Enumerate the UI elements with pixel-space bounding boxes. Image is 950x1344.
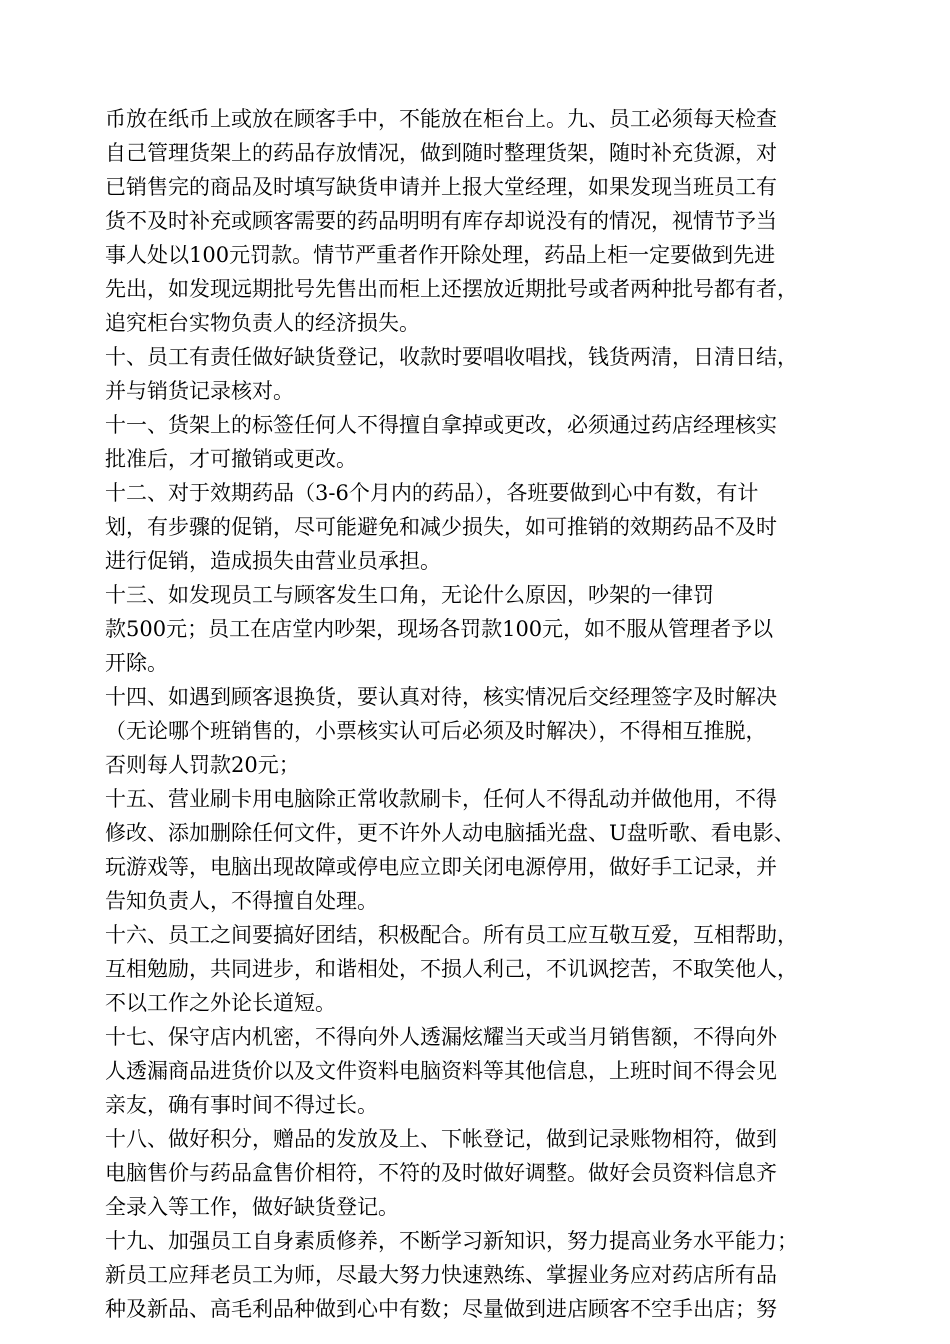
text-line: 电脑售价与药品盒售价相符，不符的及时做好调整。做好会员资料信息齐 [105,1161,777,1185]
text-line: 十三、如发现员工与顾客发生口角，无论什么原因，吵架的一律罚 [105,583,714,607]
text-line: 十六、员工之间要搞好团结，积极配合。所有员工应互敬互爱，互相帮助， [105,923,798,947]
text-line: 并与销货记录核对。 [105,379,294,403]
text-line: 人透漏商品进货价以及文件资料电脑资料等其他信息，上班时间不得会见 [105,1059,777,1083]
text-line: 亲友，确有事时间不得过长。 [105,1093,378,1117]
text-line: 十、员工有责任做好缺货登记，收款时要唱收唱找，钱货两清，日清日结， [105,345,798,369]
text-line: 互相勉励，共同进步，和谐相处，不损人利己，不讥讽挖苦，不取笑他人， [105,957,798,981]
text-line: 事人处以100元罚款。情节严重者作开除处理，药品上柜一定要做到先进 [105,243,776,267]
text-line: 自己管理货架上的药品存放情况，做到随时整理货架，随时补充货源，对 [105,141,777,165]
text-line: 划，有步骤的促销，尽可能避免和减少损失，如可推销的效期药品不及时 [105,515,777,539]
text-line: 修改、添加删除任何文件，更不许外人动电脑插光盘、U盘听歌、看电影、 [105,821,795,845]
text-line: （无论哪个班销售的，小票核实认可后必须及时解决），不得相互推脱， [105,719,767,743]
text-line: 追究柜台实物负责人的经济损失。 [105,311,420,335]
text-line: 先出，如发现远期批号先售出而柜上还摆放近期批号或者两种批号都有者， [105,277,798,301]
text-line: 种及新品、高毛利品种做到心中有数；尽量做到进店顾客不空手出店；努 [105,1297,777,1321]
text-line: 款500元；员工在店堂内吵架，现场各罚款100元，如不服从管理者予以 [105,617,774,641]
text-line: 开除。 [105,651,168,675]
text-line: 货不及时补充或顾客需要的药品明明有库存却说没有的情况，视情节予当 [105,209,777,233]
text-line: 已销售完的商品及时填写缺货申请并上报大堂经理，如果发现当班员工有 [105,175,777,199]
text-line: 全录入等工作，做好缺货登记。 [105,1195,399,1219]
text-line: 币放在纸币上或放在顾客手中，不能放在柜台上。九、员工必须每天检查 [105,107,777,131]
text-line: 批准后，才可撤销或更改。 [105,447,357,471]
text-line: 十七、保守店内机密，不得向外人透漏炫耀当天或当月销售额，不得向外 [105,1025,777,1049]
text-line: 十八、做好积分，赠品的发放及上、下帐登记，做到记录账物相符，做到 [105,1127,777,1151]
text-line: 新员工应拜老员工为师，尽最大努力快速熟练、掌握业务应对药店所有品 [105,1263,777,1287]
document-body [105,102,857,1326]
text-line: 告知负责人，不得擅自处理。 [105,889,378,913]
text-line: 十九、加强员工自身素质修养，不断学习新知识，努力提高业务水平能力； [105,1229,798,1253]
text-line: 不以工作之外论长道短。 [105,991,336,1015]
text-line: 玩游戏等，电脑出现故障或停电应立即关闭电源停用，做好手工记录，并 [105,855,777,879]
text-line: 十一、货架上的标签任何人不得擅自拿掉或更改，必须通过药店经理核实 [105,413,777,437]
text-line: 进行促销，造成损失由营业员承担。 [105,549,441,573]
text-line: 十五、营业刷卡用电脑除正常收款刷卡，任何人不得乱动并做他用，不得 [105,787,777,811]
text-line: 否则每人罚款20元； [105,753,300,777]
text-line: 十四、如遇到顾客退换货，要认真对待，核实情况后交经理签字及时解决 [105,685,777,709]
text-line: 十二、对于效期药品（3-6个月内的药品），各班要做到心中有数，有计 [105,481,759,505]
